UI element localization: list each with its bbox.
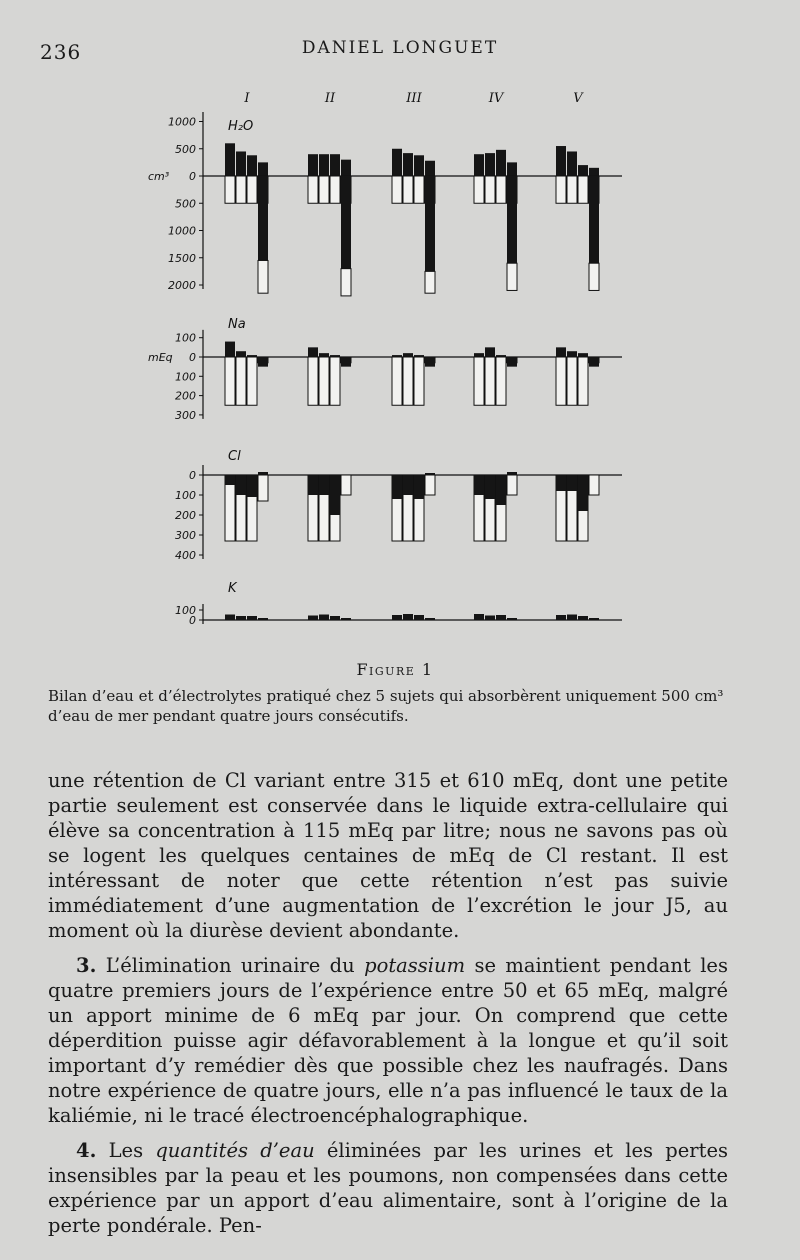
- bar-loss-Na-s3-d4: [425, 357, 435, 367]
- bar-black-K-s5-d3: [578, 616, 588, 620]
- bar-loss-Na-s4-d4: [507, 357, 517, 367]
- paragraph-2-emphasis: potassium: [364, 954, 466, 977]
- bar-white-H2O-s4-d1: [474, 176, 484, 203]
- bar-black-Na-s1-d2: [236, 351, 246, 357]
- bar-loss-Cl-s3-d1: [392, 475, 402, 499]
- bar-black-Na-s2-d1: [308, 347, 318, 357]
- bar-white-H2O-s5-d2: [567, 176, 577, 203]
- bar-black-H2O-s2-d3: [330, 154, 340, 176]
- tick-label-Cl-2: 200: [175, 509, 196, 522]
- bar-white-Na-s4-d3: [496, 357, 506, 405]
- bar-loss-H2O-s4-d4: [507, 176, 517, 263]
- tick-label-H2O-2: 0: [189, 170, 196, 183]
- panel-title-H2O: H₂O: [228, 119, 254, 134]
- bar-white-Na-s4-d2: [485, 357, 495, 405]
- bar-black-K-s1-d1: [225, 615, 235, 621]
- bar-black-H2O-s5-d2: [567, 151, 577, 176]
- bar-white-Cl-s3-d4: [425, 475, 435, 495]
- bar-black-K-s3-d1: [392, 615, 402, 620]
- bar-white-Na-s2-d1: [308, 357, 318, 405]
- bar-black-K-s4-d2: [485, 616, 495, 621]
- bar-black-K-s3-d2: [403, 614, 413, 620]
- bar-black-K-s2-d2: [319, 615, 329, 621]
- subject-label-5: V: [573, 91, 583, 106]
- tick-label-Na-1: 0: [189, 351, 196, 364]
- bar-white-Na-s2-d3: [330, 357, 340, 405]
- bar-white-Na-s3-d2: [403, 357, 413, 405]
- unit-label-H2O: cm³: [148, 170, 170, 183]
- tick-label-H2O-1: 500: [175, 142, 196, 156]
- bar-white-Na-s5-d3: [578, 357, 588, 405]
- bar-white-H2O-s2-d1: [308, 176, 318, 203]
- bar-white-Na-s5-d2: [567, 357, 577, 405]
- bar-black-K-s2-d3: [330, 616, 340, 620]
- bar-black-H2O-s3-d2: [403, 153, 413, 176]
- bar-white-Na-s1-d2: [236, 357, 246, 405]
- bar-white-Cl-s2-d4: [341, 475, 351, 495]
- paragraph-3-number: 4.: [76, 1139, 97, 1162]
- bar-white-Na-s2-d2: [319, 357, 329, 405]
- unit-label-Na: mEq: [148, 351, 173, 364]
- bar-loss-Na-s1-d4: [258, 357, 268, 367]
- bar-black-H2O-s1-d3: [247, 155, 257, 176]
- bar-black-H2O-s5-d4: [589, 168, 599, 176]
- paragraph-3: [48, 1138, 728, 1238]
- bar-black-H2O-s2-d1: [308, 154, 318, 176]
- bar-black-K-s5-d1: [556, 615, 566, 620]
- bar-loss-Cl-s5-d3: [578, 475, 588, 511]
- bar-black-K-s1-d4: [258, 618, 268, 620]
- bar-loss-Na-s2-d4: [341, 357, 351, 367]
- bar-loss-H2O-s2-d4: [341, 176, 351, 269]
- panel-title-K: K: [228, 581, 237, 596]
- bar-tail-H2O-s4-d4: [507, 263, 517, 290]
- bar-loss-Na-s5-d4: [589, 357, 599, 367]
- bar-black-K-s4-d3: [496, 615, 506, 620]
- bar-white-H2O-s2-d2: [319, 176, 329, 203]
- body-text: [48, 768, 728, 1248]
- subject-label-3: III: [406, 91, 422, 106]
- bar-tail-H2O-s5-d4: [589, 263, 599, 290]
- bar-black-H2O-s4-d2: [485, 153, 495, 176]
- bar-white-Cl-s1-d4: [258, 475, 268, 501]
- bar-white-H2O-s1-d3: [247, 176, 257, 203]
- tick-label-Cl-0: 0: [189, 469, 196, 482]
- subject-label-4: IV: [488, 91, 504, 106]
- bar-black-K-s5-d2: [567, 615, 577, 621]
- tick-label-Na-0: 100: [175, 331, 196, 345]
- bar-loss-Cl-s1-d3: [247, 475, 257, 497]
- bar-white-H2O-s5-d1: [556, 176, 566, 203]
- bar-black-Na-s1-d1: [225, 342, 235, 357]
- bar-black-H2O-s5-d1: [556, 146, 566, 176]
- bar-black-K-s5-d4: [589, 618, 599, 620]
- bar-white-Na-s3-d3: [414, 357, 424, 405]
- bar-black-H2O-s1-d1: [225, 143, 235, 176]
- tick-label-H2O-6: 2000: [168, 279, 196, 292]
- tick-label-Na-2: 100: [175, 370, 196, 384]
- bar-white-H2O-s3-d1: [392, 176, 402, 203]
- bar-white-H2O-s3-d2: [403, 176, 413, 203]
- panel-title-Cl: Cl: [228, 449, 241, 464]
- bar-black-K-s1-d3: [247, 616, 257, 620]
- bar-tail-H2O-s2-d4: [341, 269, 351, 296]
- bar-tail-H2O-s3-d4: [425, 271, 435, 293]
- bar-loss-Cl-s5-d2: [567, 475, 577, 491]
- paragraph-2-text-a: L’élimination urinaire du: [96, 954, 365, 977]
- bar-white-H2O-s2-d3: [330, 176, 340, 203]
- tick-label-Cl-1: 100: [175, 489, 196, 502]
- paragraph-2: [48, 953, 728, 1128]
- bar-loss-Cl-s1-d2: [236, 475, 246, 495]
- tick-label-H2O-4: 1000: [168, 224, 196, 238]
- bar-black-Na-s5-d1: [556, 347, 566, 357]
- bar-black-K-s3-d4: [425, 618, 435, 620]
- bar-loss-Cl-s1-d1: [225, 475, 235, 485]
- bar-loss-Cl-s4-d2: [485, 475, 495, 499]
- bar-loss-Cl-s2-d2: [319, 475, 329, 495]
- subject-label-2: II: [324, 91, 336, 106]
- bar-loss-Cl-s2-d3: [330, 475, 340, 515]
- bar-white-Na-s4-d1: [474, 357, 484, 405]
- page-number: 236: [40, 40, 82, 64]
- bar-black-K-s2-d1: [308, 616, 318, 621]
- figure-caption: Bilan d’eau et d’électrolytes pratiqué chez 5 sujets qui absorbèrent uniquement 500 cm³ d’eau de mer pendant quatre jours consécutifs.: [48, 687, 724, 725]
- tick-label-H2O-3: 500: [175, 197, 196, 211]
- paragraph-1: une rétention de Cl variant entre 315 et 610 mEq, dont une petite partie seulement est conservée dans le liquide extra-cellulaire qui élève sa concentration à 115 mEq par litre; nous ne savons pas où se logent les quelques centaines de mEq de Cl restant. Il est intéressant de noter que cette rétention n’est pas suivie immédiatement d’une augmentation de l’excrétion le jour J5, au moment où la diurèse devient abondante.: [48, 769, 728, 942]
- paragraph-2-number: 3.: [76, 954, 97, 977]
- bar-loss-Cl-s5-d1: [556, 475, 566, 491]
- bar-black-H2O-s4-d1: [474, 154, 484, 176]
- figure-chart: [0, 70, 800, 650]
- bar-white-H2O-s3-d3: [414, 176, 424, 203]
- bar-white-Na-s3-d1: [392, 357, 402, 405]
- bar-white-Cl-s5-d4: [589, 475, 599, 495]
- tick-label-H2O-5: 1500: [168, 251, 196, 265]
- paragraph-3-text-a: Les: [96, 1139, 156, 1162]
- bar-black-Na-s5-d3: [578, 353, 588, 357]
- panel-title-Na: Na: [228, 317, 246, 332]
- bar-loss-H2O-s5-d4: [589, 176, 599, 263]
- bar-loss-H2O-s3-d4: [425, 176, 435, 271]
- paragraph-3-text-b: éliminées par les urines et les pertes insensibles par la peau et les poumons, non compensées dans cette expérience par un apport d’eau alimentaire, sont à l’origine de la perte pondérale. Pen-: [48, 1139, 728, 1237]
- tick-label-K-1: 0: [189, 614, 196, 627]
- bar-black-Na-s2-d2: [319, 353, 329, 357]
- tick-label-Na-4: 300: [175, 408, 196, 422]
- bar-black-K-s4-d1: [474, 614, 484, 620]
- bar-loss-Cl-s3-d3: [414, 475, 424, 499]
- tick-label-Cl-4: 400: [175, 549, 196, 562]
- bar-white-H2O-s5-d3: [578, 176, 588, 203]
- bar-black-H2O-s4-d4: [507, 162, 517, 176]
- tick-label-Cl-3: 300: [175, 529, 196, 542]
- bar-loss-H2O-s1-d4: [258, 176, 268, 260]
- bar-black-H2O-s3-d1: [392, 149, 402, 176]
- bar-loss-Cl-s2-d1: [308, 475, 318, 495]
- bar-white-H2O-s4-d3: [496, 176, 506, 203]
- bar-loss-Cl-s4-d3: [496, 475, 506, 505]
- bar-black-Na-s3-d2: [403, 353, 413, 357]
- bar-black-K-s1-d2: [236, 616, 246, 620]
- bar-loss-Cl-s3-d2: [403, 475, 413, 495]
- bar-black-Na-s4-d1: [474, 353, 484, 357]
- subject-label-1: I: [244, 91, 250, 106]
- bar-black-H2O-s4-d3: [496, 150, 506, 176]
- bar-white-Na-s1-d1: [225, 357, 235, 405]
- bar-black-K-s4-d4: [507, 618, 517, 620]
- bar-black-H2O-s2-d2: [319, 154, 329, 176]
- bar-black-H2O-s5-d3: [578, 165, 588, 176]
- paragraph-2-text-b: se maintient pendant les quatre premiers jours de l’expérience entre 50 et 65 mEq, malgré un apport minime de 6 mEq par jour. On comprend que cette déperdition puisse agir défavorablement à la longue et qu’il soit important d’y remédier dès que possible chez les naufragés. Dans notre expérience de quatre jours, elle n’a pas influencé le taux de la kaliémie, ni le tracé électroencéphalographique.: [48, 954, 728, 1127]
- bar-black-H2O-s3-d3: [414, 155, 424, 176]
- tick-label-H2O-0: 1000: [168, 115, 196, 129]
- bar-tail-H2O-s1-d4: [258, 260, 268, 293]
- bar-white-H2O-s1-d2: [236, 176, 246, 203]
- bar-white-Cl-s4-d4: [507, 475, 517, 495]
- figure-title: Figure 1: [356, 660, 434, 679]
- bar-black-H2O-s3-d4: [425, 161, 435, 176]
- bar-black-Na-s5-d2: [567, 351, 577, 357]
- bar-black-K-s2-d4: [341, 618, 351, 620]
- bar-white-Na-s5-d1: [556, 357, 566, 405]
- bar-black-K-s3-d3: [414, 615, 424, 620]
- running-head: DANIEL LONGUET: [301, 38, 499, 58]
- bar-white-H2O-s4-d2: [485, 176, 495, 203]
- bar-loss-Cl-s4-d1: [474, 475, 484, 495]
- bar-white-H2O-s1-d1: [225, 176, 235, 203]
- bar-black-H2O-s1-d4: [258, 162, 268, 176]
- bar-black-Na-s4-d2: [485, 347, 495, 357]
- bar-black-H2O-s2-d4: [341, 160, 351, 176]
- tick-label-K-0: 100: [175, 604, 196, 617]
- paragraph-3-emphasis: quantités d’eau: [155, 1139, 315, 1162]
- tick-label-Na-3: 200: [175, 389, 196, 403]
- bar-white-Na-s1-d3: [247, 357, 257, 405]
- bar-black-H2O-s1-d2: [236, 151, 246, 176]
